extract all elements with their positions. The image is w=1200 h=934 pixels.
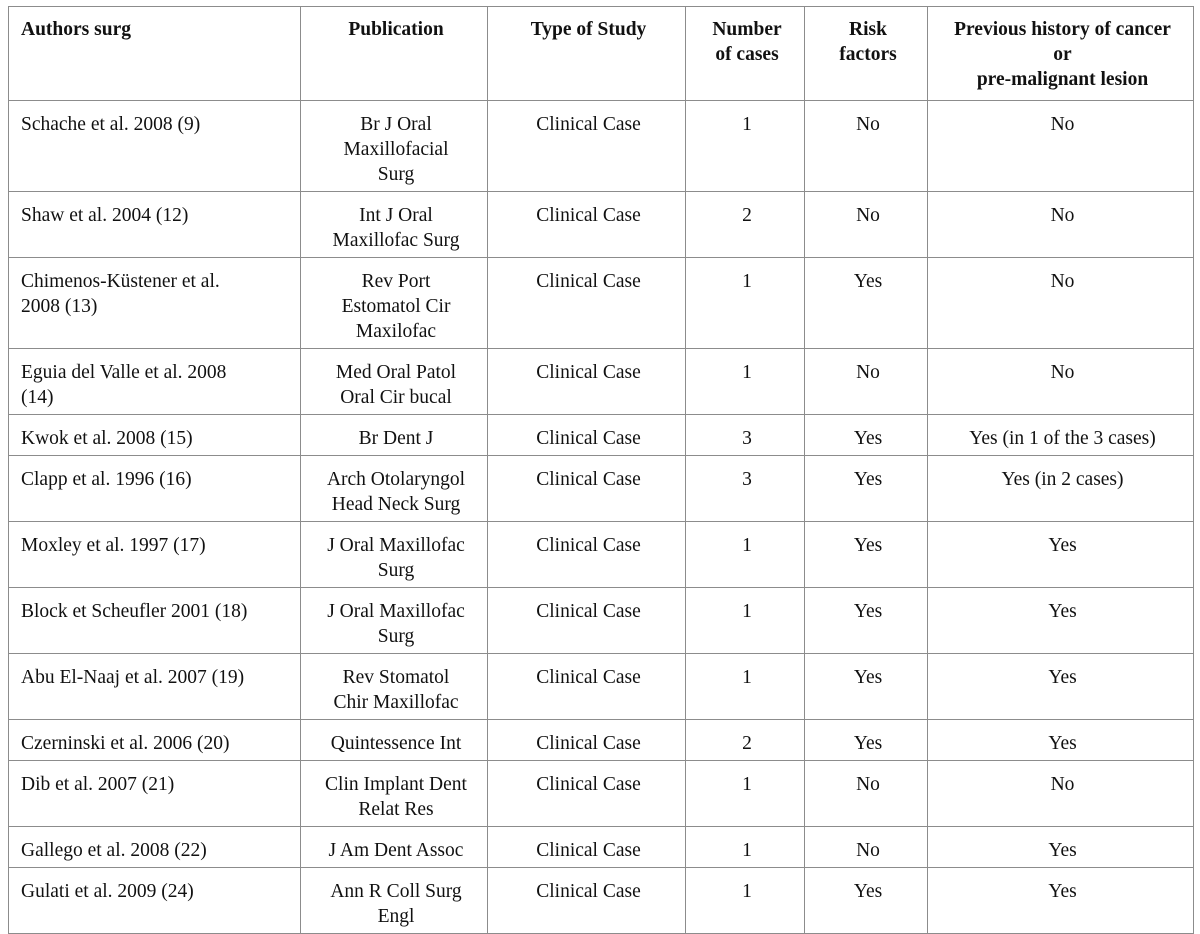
number-of-cases-cell: 1 [686,522,805,588]
publication-cell: Rev Port Estomatol Cir Maxilofac [301,258,488,349]
type-of-study-cell: Clinical Case [488,456,686,522]
author-cell: Abu El-Naaj et al. 2007 (19) [9,654,301,720]
number-of-cases-cell: 1 [686,588,805,654]
previous-history-cell: No [928,101,1194,192]
header-row [9,7,1194,101]
table-row [9,192,1194,258]
risk-factors-cell: Yes [805,456,928,522]
type-of-study-cell: Clinical Case [488,868,686,934]
risk-factors-cell: No [805,827,928,868]
author-cell: Kwok et al. 2008 (15) [9,415,301,456]
publication-cell: Arch Otolaryngol Head Neck Surg [301,456,488,522]
risk-factors-cell: Yes [805,588,928,654]
table-row [9,827,1194,868]
table-row [9,588,1194,654]
table-row [9,654,1194,720]
number-of-cases-cell: 1 [686,761,805,827]
type-of-study-cell: Clinical Case [488,101,686,192]
type-of-study-cell: Clinical Case [488,522,686,588]
publication-cell: Med Oral Patol Oral Cir bucal [301,349,488,415]
author-cell: Clapp et al. 1996 (16) [9,456,301,522]
number-of-cases-cell: 1 [686,868,805,934]
risk-factors-cell: Yes [805,720,928,761]
risk-factors-cell: No [805,349,928,415]
previous-history-cell: Yes [928,588,1194,654]
type-of-study-cell: Clinical Case [488,349,686,415]
risk-factors-cell: Yes [805,415,928,456]
type-of-study-cell: Clinical Case [488,258,686,349]
table-row [9,258,1194,349]
risk-factors-cell: Yes [805,868,928,934]
table-row [9,868,1194,934]
type-of-study-cell: Clinical Case [488,588,686,654]
risk-factors-cell: No [805,101,928,192]
type-of-study-cell: Clinical Case [488,720,686,761]
risk-factors-cell: Yes [805,654,928,720]
publication-cell: Quintessence Int [301,720,488,761]
column-header-publication: Publication [301,7,488,101]
type-of-study-cell: Clinical Case [488,761,686,827]
column-header-number-of-cases: Number of cases [686,7,805,101]
author-cell: Schache et al. 2008 (9) [9,101,301,192]
table-row [9,415,1194,456]
number-of-cases-cell: 2 [686,192,805,258]
author-cell: Moxley et al. 1997 (17) [9,522,301,588]
author-cell: Dib et al. 2007 (21) [9,761,301,827]
number-of-cases-cell: 1 [686,258,805,349]
publication-cell: Ann R Coll Surg Engl [301,868,488,934]
author-cell: Eguia del Valle et al. 2008 (14) [9,349,301,415]
publication-cell: Br Dent J [301,415,488,456]
type-of-study-cell: Clinical Case [488,827,686,868]
table-header [9,7,1194,101]
number-of-cases-cell: 2 [686,720,805,761]
table-row [9,761,1194,827]
previous-history-cell: Yes (in 2 cases) [928,456,1194,522]
column-header-authors: Authors surg [9,7,301,101]
number-of-cases-cell: 1 [686,101,805,192]
previous-history-cell: No [928,761,1194,827]
publication-cell: J Am Dent Assoc [301,827,488,868]
type-of-study-cell: Clinical Case [488,415,686,456]
column-header-risk-factors: Risk factors [805,7,928,101]
type-of-study-cell: Clinical Case [488,654,686,720]
previous-history-cell: Yes [928,522,1194,588]
literature-table [8,6,1194,934]
previous-history-cell: Yes [928,868,1194,934]
author-cell: Block et Scheufler 2001 (18) [9,588,301,654]
previous-history-cell: Yes [928,720,1194,761]
publication-cell: Clin Implant Dent Relat Res [301,761,488,827]
number-of-cases-cell: 3 [686,415,805,456]
author-cell: Gallego et al. 2008 (22) [9,827,301,868]
author-cell: Czerninski et al. 2006 (20) [9,720,301,761]
author-cell: Chimenos-Küstener et al. 2008 (13) [9,258,301,349]
author-cell: Gulati et al. 2009 (24) [9,868,301,934]
previous-history-cell: No [928,349,1194,415]
previous-history-cell: Yes [928,827,1194,868]
table-row [9,720,1194,761]
table-row [9,456,1194,522]
author-cell: Shaw et al. 2004 (12) [9,192,301,258]
publication-cell: Rev Stomatol Chir Maxillofac [301,654,488,720]
table-row [9,101,1194,192]
table-body [9,101,1194,934]
number-of-cases-cell: 1 [686,827,805,868]
previous-history-cell: Yes (in 1 of the 3 cases) [928,415,1194,456]
type-of-study-cell: Clinical Case [488,192,686,258]
number-of-cases-cell: 3 [686,456,805,522]
previous-history-cell: Yes [928,654,1194,720]
column-header-type-of-study: Type of Study [488,7,686,101]
risk-factors-cell: Yes [805,258,928,349]
publication-cell: Int J Oral Maxillofac Surg [301,192,488,258]
previous-history-cell: No [928,258,1194,349]
publication-cell: J Oral Maxillofac Surg [301,522,488,588]
risk-factors-cell: No [805,192,928,258]
previous-history-cell: No [928,192,1194,258]
risk-factors-cell: Yes [805,522,928,588]
number-of-cases-cell: 1 [686,349,805,415]
table-row [9,522,1194,588]
publication-cell: J Oral Maxillofac Surg [301,588,488,654]
column-header-previous-history: Previous history of cancer or pre-malignant lesion [928,7,1194,101]
table-row [9,349,1194,415]
risk-factors-cell: No [805,761,928,827]
publication-cell: Br J Oral Maxillofacial Surg [301,101,488,192]
number-of-cases-cell: 1 [686,654,805,720]
